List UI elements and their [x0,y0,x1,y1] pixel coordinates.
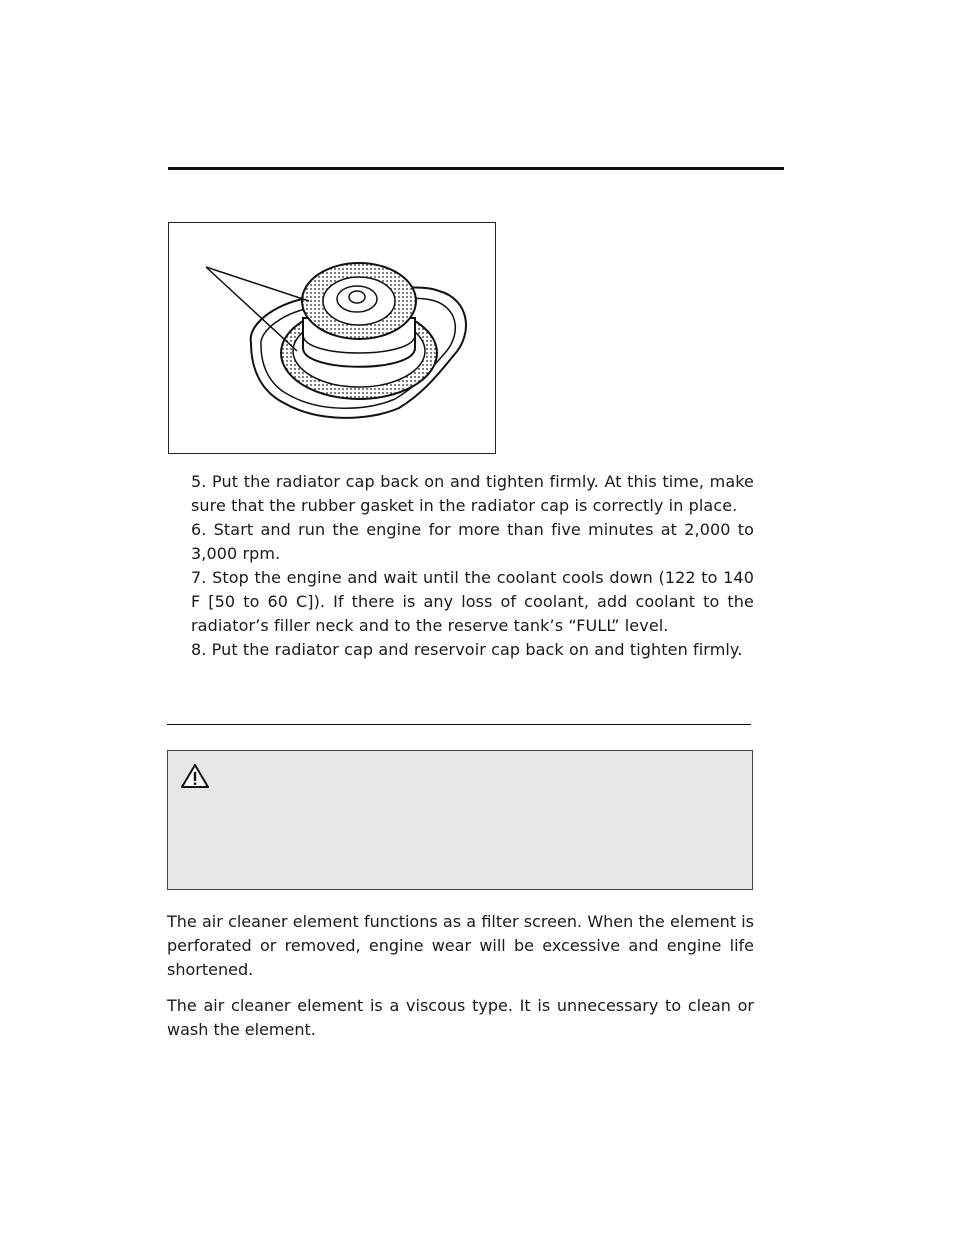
step-8: 8. Put the radiator cap and reservoir cap back on and tighten firmly. [191,640,743,659]
procedure-steps [191,470,754,662]
paragraph-2: The air cleaner element is a viscous type. It is unnecessary to clean or wash the element. [167,996,754,1039]
warning-triangle-icon [180,763,210,789]
step-7: 7. Stop the engine and wait until the coolant cools down (122 to 140 F [50 to 60 C]). If there is any loss of coolant, add coolant to the radiator’s filler neck and to the reserve tank’s “FULL” level. [191,568,754,635]
warning-box [167,750,753,890]
step-6: 6. Start and run the engine for more than five minutes at 2,000 to 3,000 rpm. [191,520,754,563]
air-cleaner-text [167,910,754,1054]
radiator-cap-illustration-icon [169,223,497,455]
step-5: 5. Put the radiator cap back on and tighten firmly. At this time, make sure that the rubber gasket in the radiator cap is correctly in place. [191,472,754,515]
top-rule [168,167,784,170]
paragraph-1: The air cleaner element functions as a filter screen. When the element is perforated or removed, engine wear will be excessive and engine life shortened. [167,912,754,979]
section-rule [167,724,751,725]
radiator-cap-figure [168,222,496,454]
